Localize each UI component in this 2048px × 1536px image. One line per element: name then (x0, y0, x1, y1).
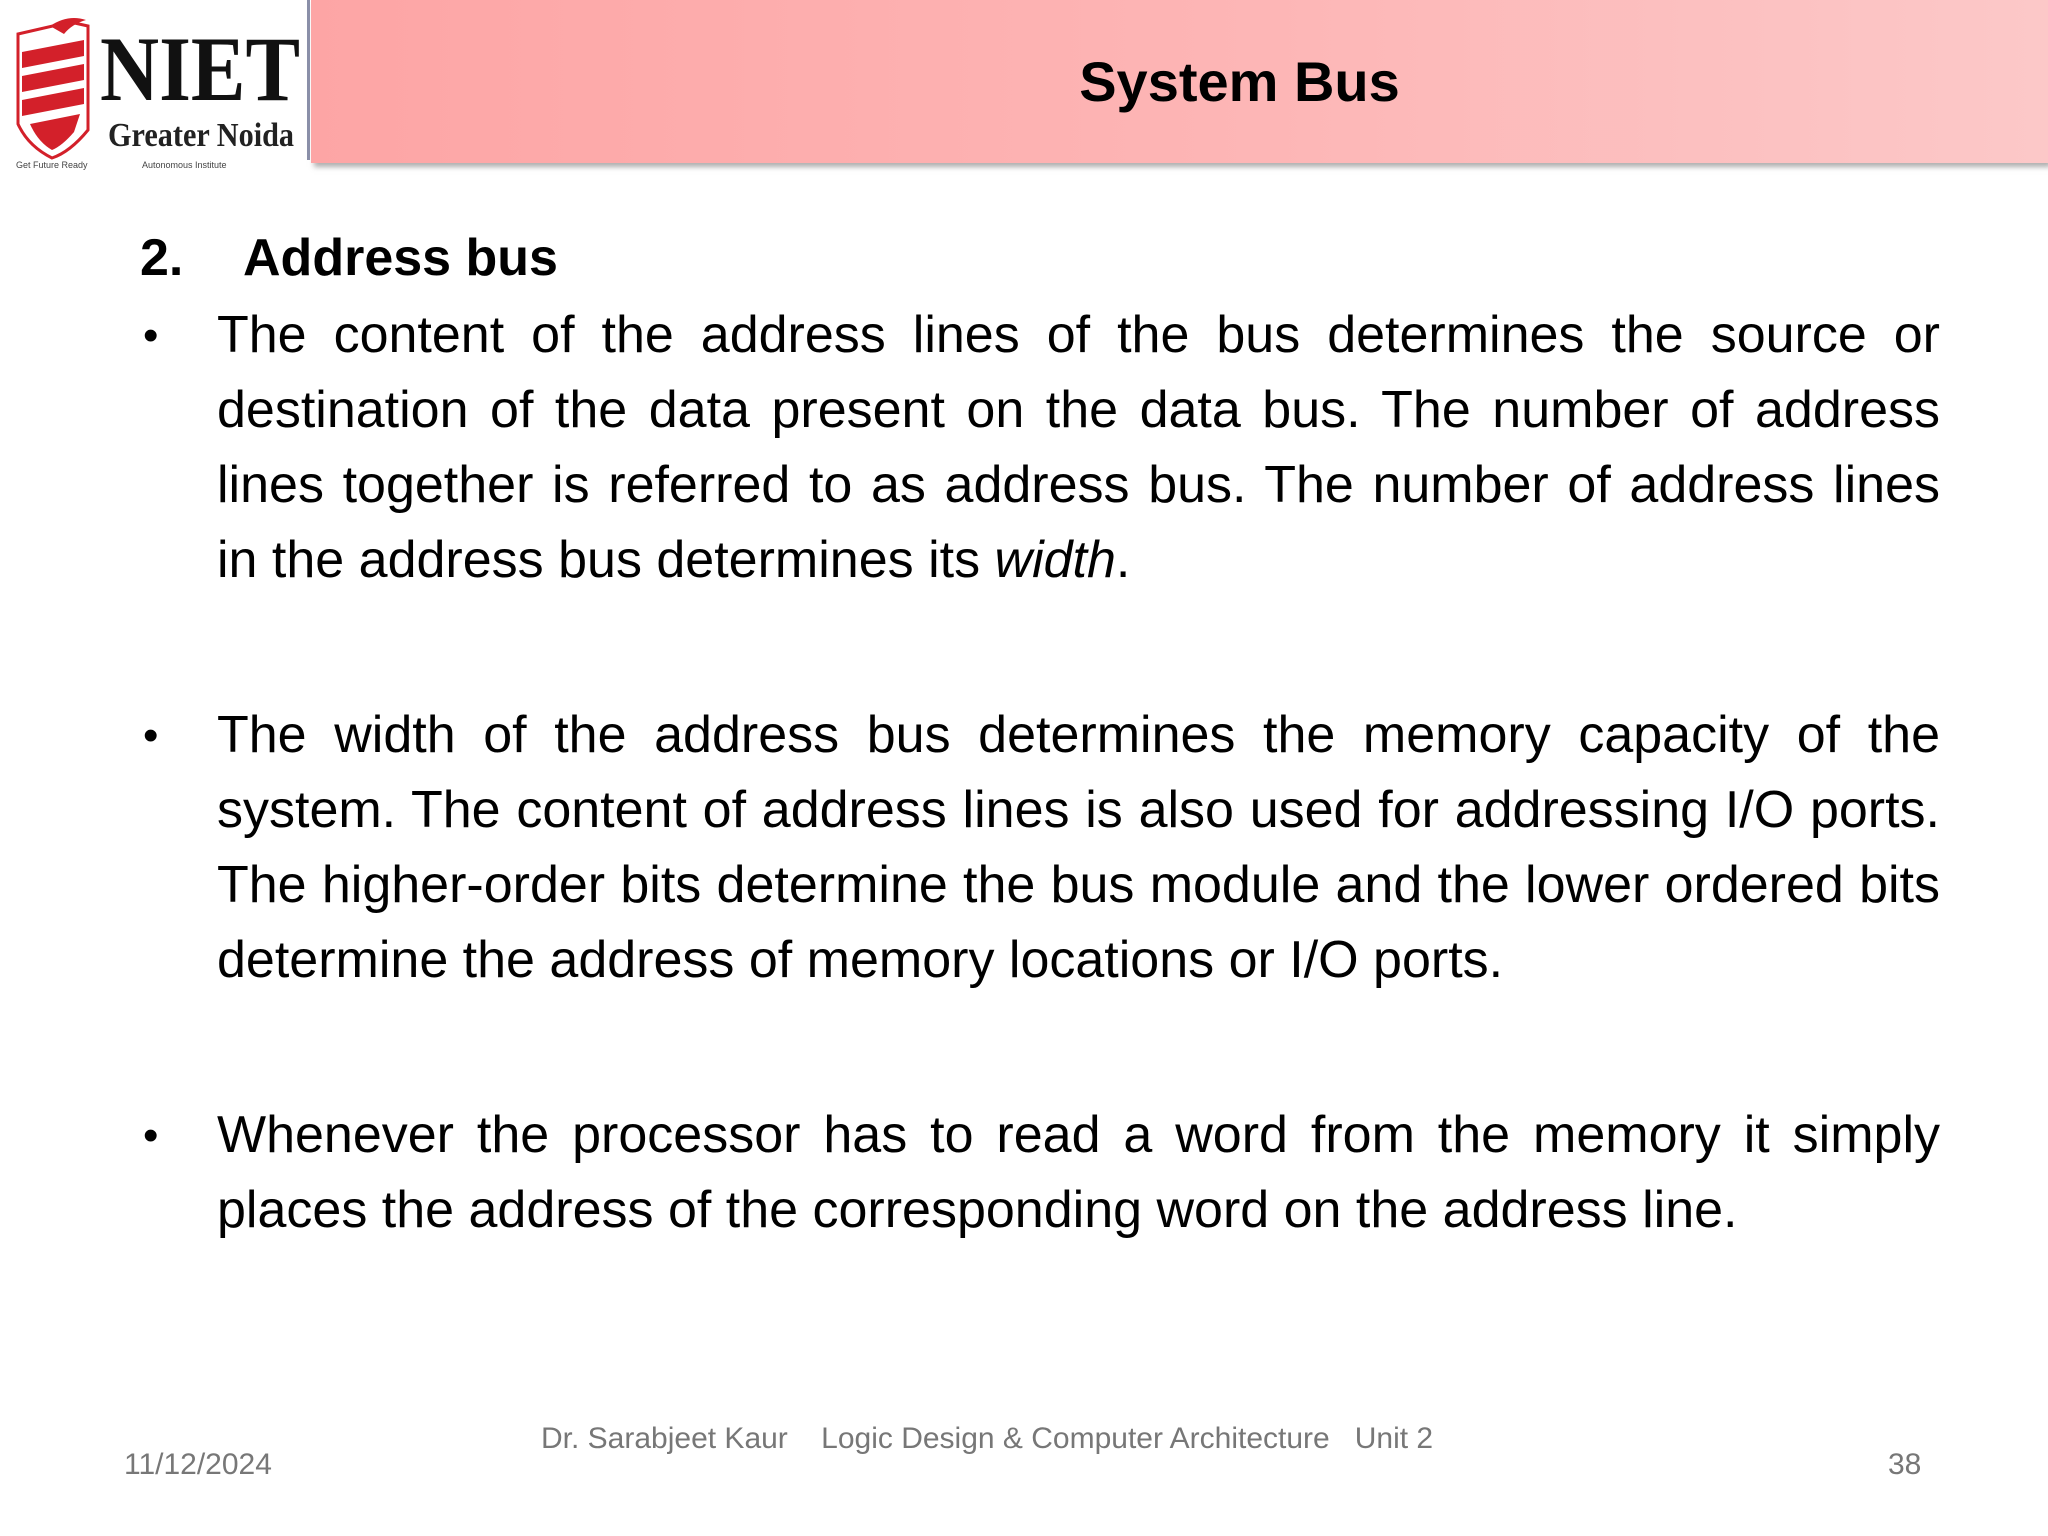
bullet-icon: • (143, 1111, 159, 1160)
niet-logo (10, 12, 306, 180)
bullet-icon: • (143, 311, 159, 360)
footer-author-course: Dr. Sarabjeet Kaur Logic Design & Computer Architecture Unit 2 (541, 1422, 1434, 1455)
bullet-item (140, 1098, 1940, 1248)
bullet-emphasis: width (994, 531, 1116, 589)
slide-content (140, 222, 1940, 1248)
bullet-text: The content of the address lines of the bus determines the source or destination of the data present on the data bus. The number of address lines together is referred to as address bus. The number of address lines in the address bus determines its (217, 306, 1940, 589)
shield-icon (18, 18, 88, 158)
title-bar (311, 0, 2048, 163)
svg-text:Get Future Ready: Get Future Ready (16, 160, 88, 170)
bullet-item (140, 698, 1940, 998)
section-heading-text: Address bus (243, 229, 558, 287)
section-heading (140, 222, 1940, 294)
svg-text:Autonomous Institute: Autonomous Institute (142, 160, 227, 170)
bullet-text: Whenever the processor has to read a word from the memory it simply places the address of the corresponding word on the address line. (217, 1106, 1940, 1239)
svg-text:Greater Noida: Greater Noida (108, 117, 294, 154)
bullet-item (140, 298, 1940, 598)
section-number: 2. (140, 229, 184, 287)
slide-title: System Bus (1079, 50, 1400, 113)
bullet-text: The width of the address bus determines the memory capacity of the system. The content of address lines is also used for addressing I/O ports. The higher-order bits determine the bus module and the lower ordered bits determine the address of memory locations or I/O ports. (217, 706, 1940, 989)
footer-date: 11/12/2024 (124, 1448, 272, 1481)
footer-page-number: 38 (1888, 1448, 1922, 1481)
svg-text:NIET: NIET (100, 18, 300, 120)
bullet-text-end: . (1115, 531, 1131, 589)
bullet-icon: • (143, 711, 159, 760)
